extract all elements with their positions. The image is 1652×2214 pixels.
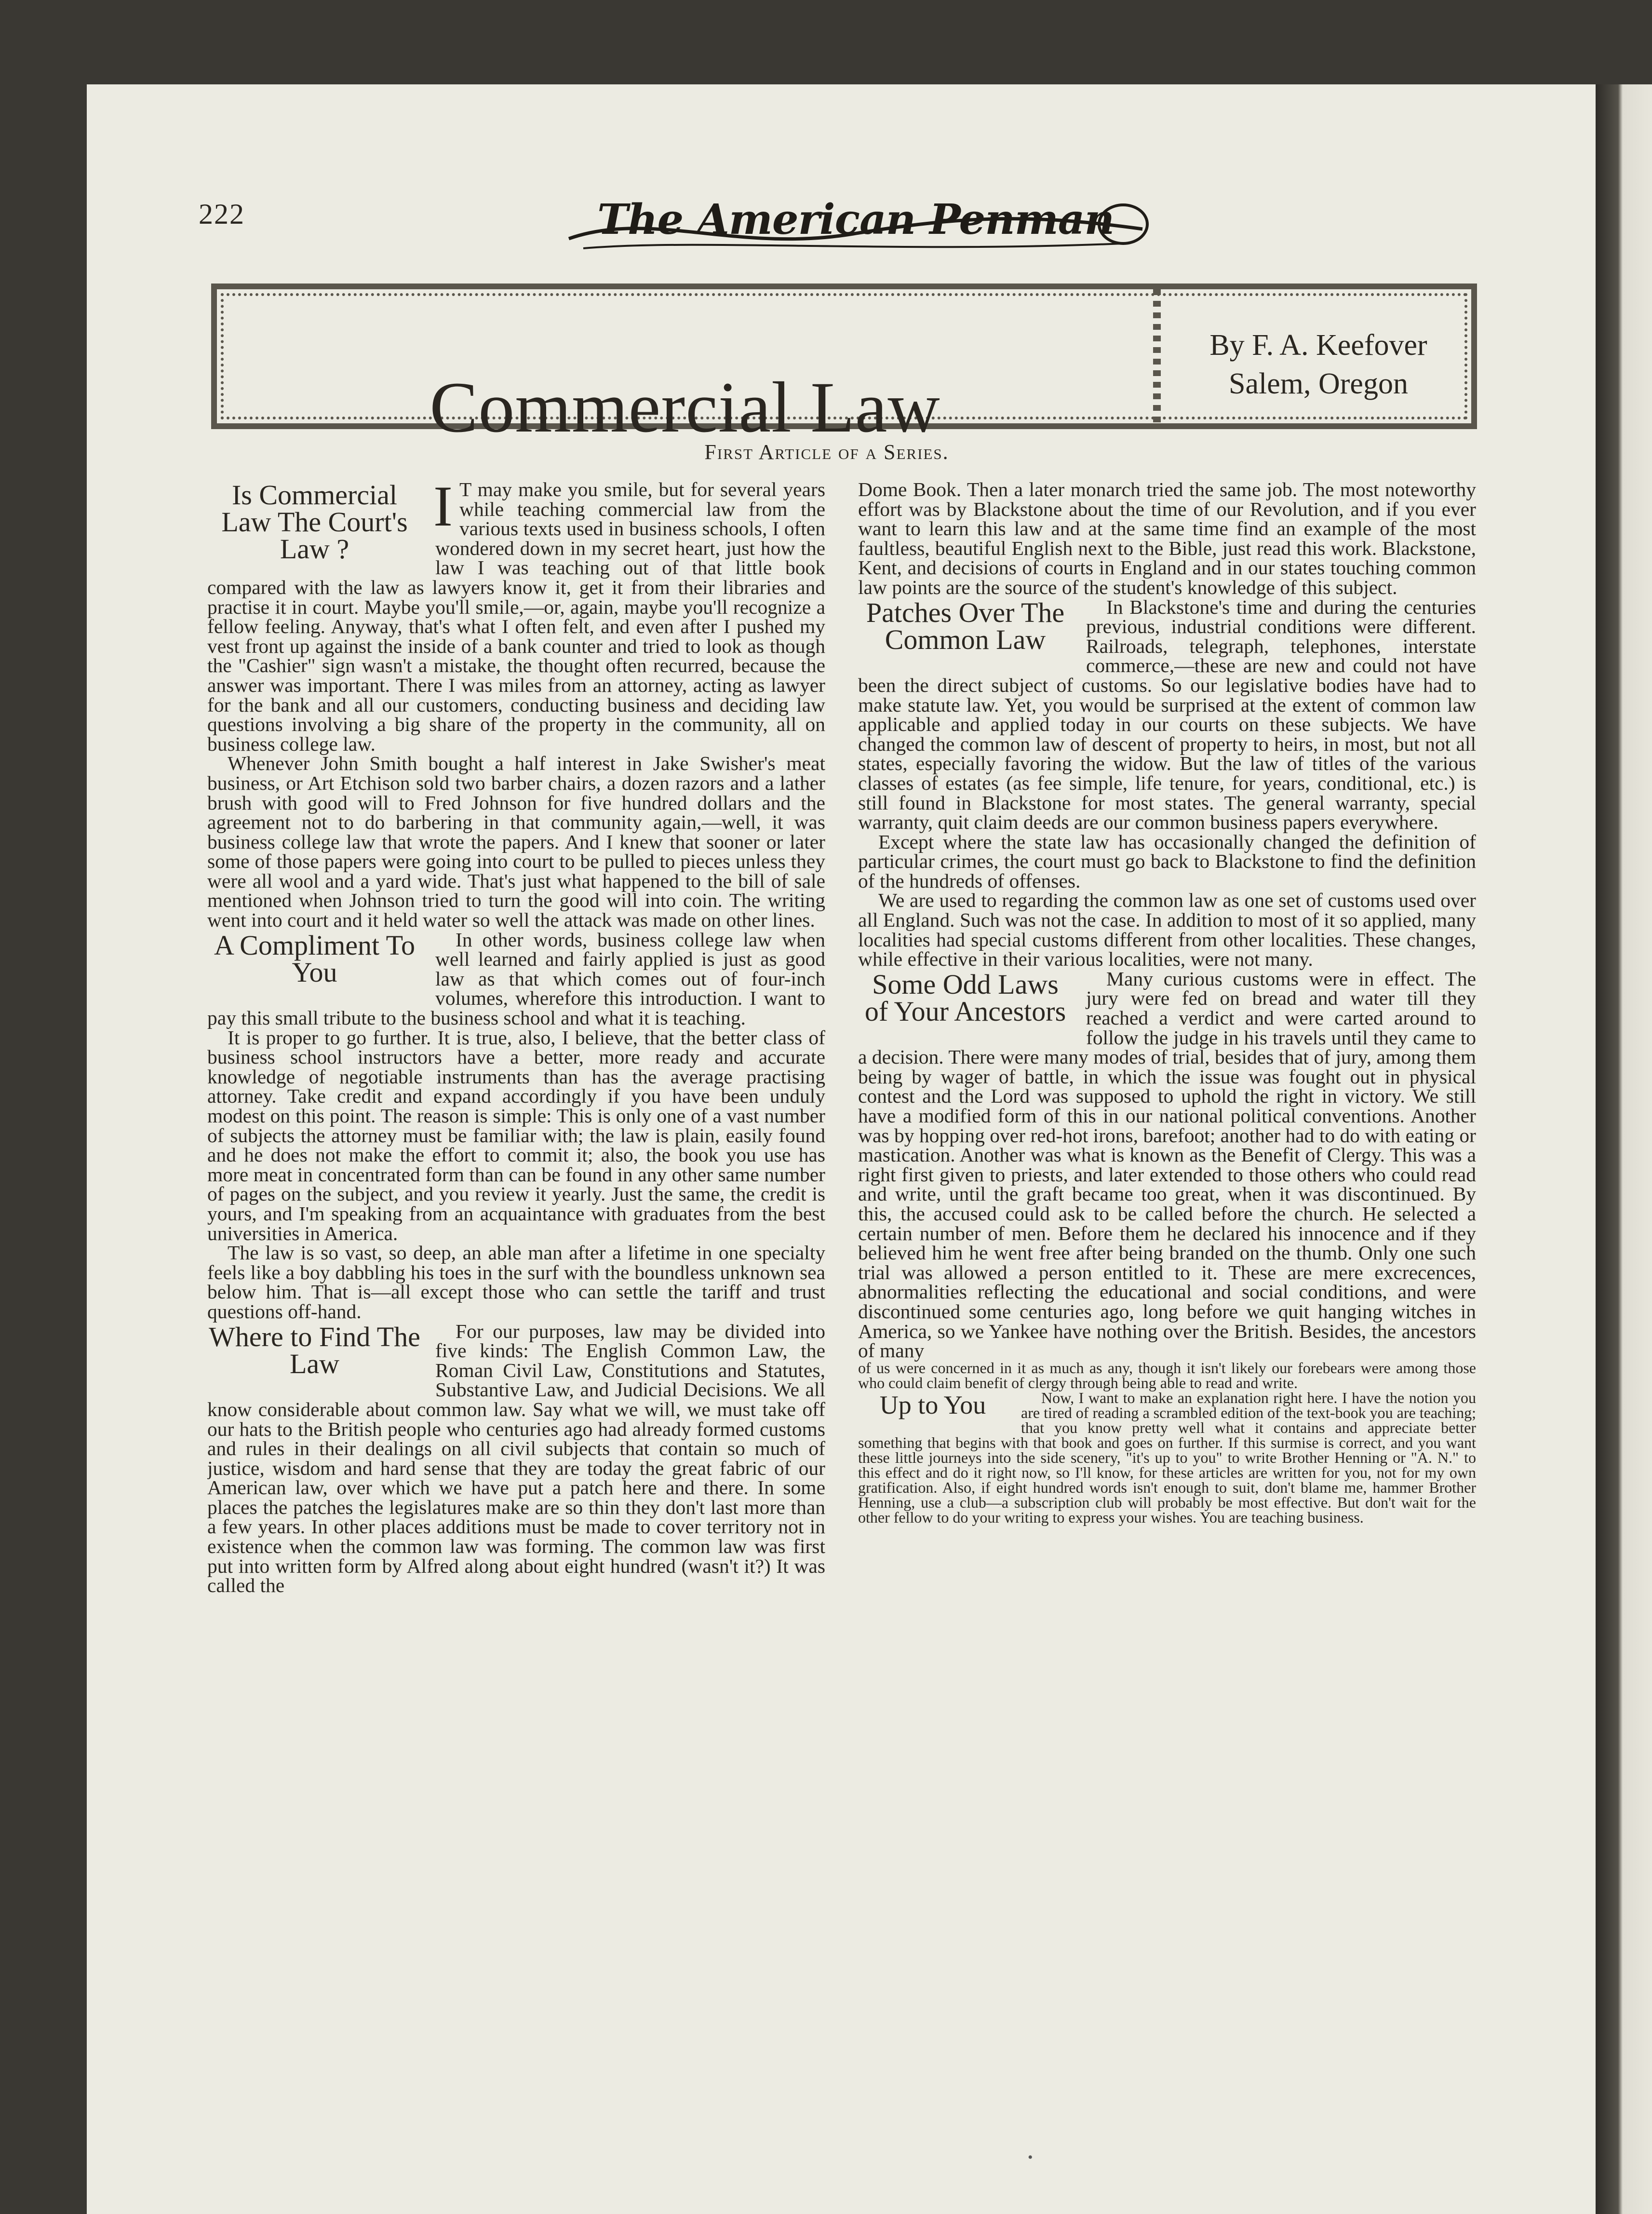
section-heading: Where to Find The Law xyxy=(209,1321,420,1379)
paragraph: For our purposes, law may be divided into five kinds: The English Common Law, the Roman Civil Law, Constitutions and Statutes, Substantive Law, and Judicial Decisions. We all know considerable about common law. Say what we will, we must take off our hats to the British people who centuries ago had already formed customs and rules in their dealings on all civil subjects that contain so much of justice, wisdom and hard sense that they are today the great fabric of our American law, over which we have put a patch here and there. In some places the patches the legislatures make are so thin they don't last more than a few years. In other places additions must be made to cover territory not in existence when the common law was forming. The common law was first put into written form by Alfred along about eight hundred (wasn't it?) It was called the xyxy=(207,1320,825,1597)
paragraph-text: T may make you smile, but for several years while teaching commercial law from the various texts used in business schools, I often wondered down in my secret heart, just how the law I was teaching out of that little book compared with the law as lawyers know it, get it from their libraries and practise it in court. Maybe you'll smile,—or, again, maybe you'll recognize a fellow feeling. Anyway, that's what I often felt, and even after I pushed my vest front up against the inside of a bank counter and tried to look as though the "Cashier" sign wasn't a mistake, the thought often recurred, because the answer was important. There I was miles from an attorney, acting as lawyer for the bank and all our customers, conducting business and deciding law questions involving a big share of the property in the community, all on business college law. xyxy=(207,480,825,755)
print-mark: • xyxy=(1028,2149,1033,2165)
paragraph: Except where the state law has occasionally changed the definition of particular crimes, the court must go back to Blackstone to find the definition of the hundreds of offenses. xyxy=(858,830,1476,892)
masthead-title: The American Penman xyxy=(597,195,1114,244)
paragraph: Whenever John Smith bought a half interest in Jake Swisher's meat business, or Art Etchison sold two barber chairs, a dozen razors and a lather brush with good will to Fred Johnson for five hundred dollars and the agreement not to do barbering in that community again,—well, it was business college law that wrote the papers. And I knew that sooner or later some of those papers were going into court to be pulled to pieces unless they were all wool and a yard wide. That's just what happened to the bill of sale mentioned when Johnson tried to turn the good will into coin. The writing went into court and it held water so well the attack was made on other lines. xyxy=(207,752,825,932)
masthead-logo xyxy=(554,181,1157,258)
paragraph: We are used to regarding the common law as one set of customs used over all England. Such was not the case. In addition to most of it so applied, many localities had special customs different from other localities. These changes, while effective in their various localities, were not many. xyxy=(858,889,1476,971)
drop-cap: I xyxy=(433,480,453,538)
left-column xyxy=(207,480,825,2056)
section-heading: Up to You xyxy=(879,1390,986,1419)
right-column xyxy=(858,480,1476,2056)
author-location: Salem, Oregon xyxy=(1229,367,1408,400)
byline xyxy=(1169,326,1468,403)
paragraph: In Blackstone's time and during the centuries previous, industrial conditions were different. Railroads, telegraph, telephones, interstate commerce,—these are new and could not have been the direct subject of customs. So our legislative bodies have had to make statute law. Yet, you would be surprised at the extent of common law applicable and applied today in our courts on these subjects. We have changed the common law of descent of property to heirs, in most, but not all states, especially favoring the widow. But the law of titles of the various classes of estates (as fee simple, life tenure, for years, conditional, etc.) is still found in Blackstone for most states. The general warranty, special warranty, quit claim deeds are our common business papers everywhere. xyxy=(858,595,1476,834)
title-banner xyxy=(211,284,1477,447)
page-number: 222 xyxy=(199,198,245,230)
paragraph: Many curious customs were in effect. The jury were fed on bread and water till they reached a verdict and were carted around to follow the judge in his travels until they came to a decision. There were many modes of trial, besides that of jury, among them being by wager of battle, in which the issue was fought out in physical contest and the Lord was supposed to uphold the right in victory. We still have a modified form of this in our national political conventions. Another was by hopping over red-hot irons, barefoot; another had to do with eating or mastication. Another was what is known as the Benefit of Clergy. This was a right first given to priests, and later extended to those others who could read and write, until the graft became too great, when it was discontinued. By this, the accused could ask to be called before the church. He selected a certain number of men. Before them he declared his innocence and if they believed him he went free after being branded on the thumb. Only one such trial was allowed a person entitled to it. These are mere excrecences, abnormalities reflecting the educational and social conditions, and were discontinued some centuries ago, long before we quit hanging witches in America, so we Yankee have nothing over the British. Besides, the ancestors of many xyxy=(858,967,1476,1362)
paragraph: of us were concerned in it as much as any, though it isn't likely our forebears were among those who could claim benefit of clergy through being able to read and write. xyxy=(858,1359,1476,1391)
section-heading: A Compliment To You xyxy=(214,929,416,988)
paragraph: Now, I want to make an explanation right here. I have the notion you are tired of reading a scrambled edition of the text-book you are teaching; that you know pretty well what it contains and appreciate better something that begins with that book and goes on further. If this surmise is correct, and you want these little journeys into the side scenery, "it's up to you" to write Brother Henning or "A. N." to this effect and do it right now, so I'll know, for these articles are written for you, not for my own gratification. Also, if eight hundred words isn't enough to suit, don't blame me, hammer Brother Henning, use a club—a subscription club will probably be most effective. But don't wait for the other fellow to do your writing to express your wishes. You are teaching business. xyxy=(858,1389,1476,1526)
paragraph: In other words, business college law when well learned and fairly applied is just as good law as that which comes out of four-inch volumes, wherefore this introduction. I want to pay this small tribute to the business school and what it is teaching. xyxy=(207,928,825,1029)
paragraph: The law is so vast, so deep, an able man after a lifetime in one specialty feels like a boy dabbling his toes in the surf with the boundless unknown sea below him. That is—all except those who can settle the tariff and trust questions off-hand. xyxy=(207,1242,825,1323)
section-heading: Patches Over The Common Law xyxy=(866,596,1065,655)
author-name: By F. A. Keefover xyxy=(1209,329,1427,362)
paragraph: Dome Book. Then a later monarch tried the same job. The most noteworthy effort was by Blackstone about the time of our Revolution, and if you ever want to learn this law and at the same time find an example of the most faultless, beautiful English next to the Bible, just read this work. Blackstone, Kent, and decisions of courts in England and in our states touching common law points are the source of the student's knowledge of this subject. xyxy=(858,480,1476,598)
small-print-block xyxy=(858,1361,1476,1525)
banner-divider xyxy=(1153,289,1161,423)
section-heading: Some Odd Laws of Your Ancestors xyxy=(864,968,1066,1027)
article-title: Commercial Law xyxy=(430,367,940,447)
section-heading: Is Commercial Law The Court's Law ? xyxy=(221,480,408,565)
paragraph: It is proper to go further. It is true, also, I believe, that the better class of business school instructors have a better, more ready and accurate knowledge of negotiable instruments than has the average practising attorney. Take credit and expand accordingly if you have been unduly modest on this point. The reason is simple: This is only one of a vast number of subjects the attorney must be familiar with; the law is plain, easily found and he does not make the effort to commit it; also, the book you use has more meat in concentrated form than can be found in any other same number of pages on the subject, and you review it yearly. Just the same, the credit is yours, and I'm speaking from an acquaintance with graduates from the best universities in America. xyxy=(207,1026,825,1244)
next-page-edge xyxy=(1596,84,1652,2214)
series-line: First Article of a Series. xyxy=(704,440,949,464)
